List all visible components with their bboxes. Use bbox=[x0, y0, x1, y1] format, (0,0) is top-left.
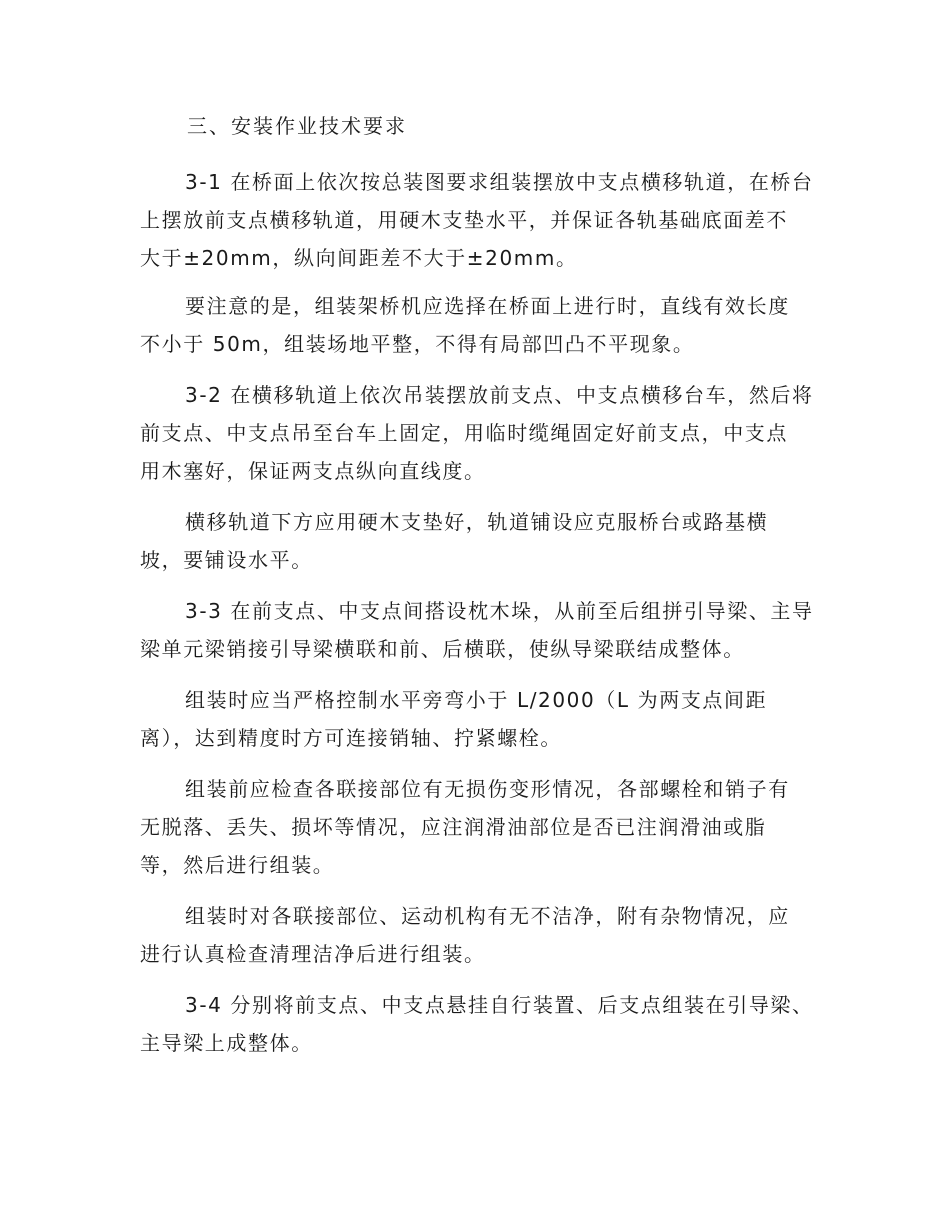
paragraph-line: 横移轨道下方应用硬木支垫好，轨道铺设应克服桥台或路基横 bbox=[185, 510, 769, 534]
paragraph-note-site bbox=[140, 287, 820, 363]
paragraph-note-bend bbox=[140, 681, 820, 757]
paragraph-line: 无脱落、丢失、损坏等情况，应注润滑油部位是否已注润滑油或脂 bbox=[140, 815, 767, 839]
paragraph-line: 上摆放前支点横移轨道，用硬木支垫水平，并保证各轨基础底面差不 bbox=[140, 208, 788, 232]
paragraph-line: 要注意的是，组装架桥机应选择在桥面上进行时，直线有效长度 bbox=[185, 294, 790, 318]
paragraph-line: 不小于 50m，组装场地平整，不得有局部凹凸不平现象。 bbox=[140, 332, 695, 356]
paragraph-line: 3-4 分别将前支点、中支点悬挂自行装置、后支点组装在引导梁、 bbox=[185, 993, 814, 1017]
paragraph-line: 3-1 在桥面上依次按总装图要求组装摆放中支点横移轨道，在桥台 bbox=[185, 170, 814, 194]
paragraph-3-3 bbox=[140, 592, 820, 668]
paragraph-line: 用木塞好，保证两支点纵向直线度。 bbox=[140, 459, 486, 483]
paragraph-line: 组装时对各联接部位、运动机构有无不洁净，附有杂物情况，应 bbox=[185, 904, 790, 928]
paragraph-line: 坡，要铺设水平。 bbox=[140, 548, 313, 572]
paragraph-line: 组装前应检查各联接部位有无损伤变形情况，各部螺栓和销子有 bbox=[185, 777, 790, 801]
paragraph-note-inspect bbox=[140, 770, 820, 884]
paragraph-3-1 bbox=[140, 163, 820, 277]
paragraph-line: 前支点、中支点吊至台车上固定，用临时缆绳固定好前支点，中支点 bbox=[140, 421, 788, 445]
paragraph-line: 主导梁上成整体。 bbox=[140, 1031, 313, 1055]
paragraph-line: 3-3 在前支点、中支点间搭设枕木垛，从前至后组拼引导梁、主导 bbox=[185, 599, 814, 623]
paragraph-line: 组装时应当严格控制水平旁弯小于 L/2000（L 为两支点间距 bbox=[185, 688, 768, 712]
paragraph-3-4 bbox=[140, 986, 820, 1062]
paragraph-line: 3-2 在横移轨道上依次吊装摆放前支点、中支点横移台车，然后将 bbox=[185, 383, 814, 407]
paragraph-line: 等，然后进行组装。 bbox=[140, 853, 335, 877]
paragraph-line: 梁单元梁销接引导梁横联和前、后横联，使纵导梁联结成整体。 bbox=[140, 637, 745, 661]
paragraph-line: 进行认真检查清理洁净后进行组装。 bbox=[140, 942, 486, 966]
paragraph-note-rail bbox=[140, 503, 820, 579]
paragraph-note-clean bbox=[140, 897, 820, 973]
paragraph-line: 大于±20mm，纵向间距差不大于±20mm。 bbox=[140, 246, 578, 270]
paragraph-3-2 bbox=[140, 376, 820, 490]
section-heading: 三、安装作业技术要求 bbox=[187, 114, 407, 138]
paragraph-line: 离），达到精度时方可连接销轴、拧紧螺栓。 bbox=[140, 726, 562, 750]
